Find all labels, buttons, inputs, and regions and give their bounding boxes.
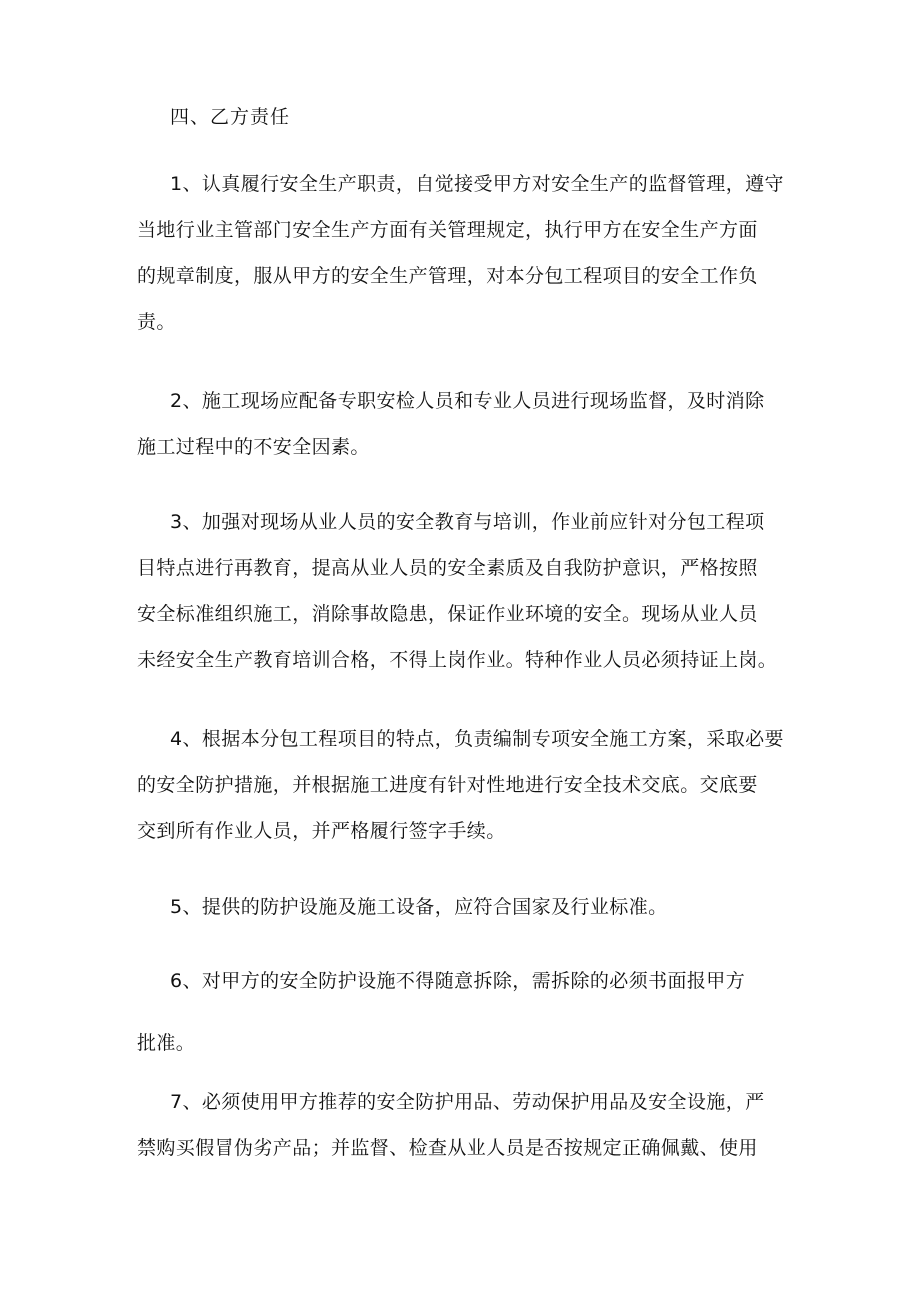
paragraph-2 — [137, 387, 817, 479]
paragraph-line: 的规章制度，服从甲方的安全生产管理，对本分包工程项目的安全工作负 — [137, 265, 758, 287]
paragraph-line: 交到所有作业人员，并严格履行签字手续。 — [137, 820, 506, 842]
paragraph-6 — [137, 967, 817, 1075]
paragraph-3 — [137, 508, 817, 692]
paragraph-line: 3、加强对现场从业人员的安全教育与培训，作业前应针对分包工程项 — [170, 511, 765, 533]
paragraph-line: 2、施工现场应配备专职安检人员和专业人员进行现场监督，及时消除 — [170, 390, 765, 412]
section-heading: 四、乙方责任 — [170, 106, 291, 128]
paragraph-line: 批准。 — [137, 1032, 196, 1054]
paragraph-line: 目特点进行再教育，提高从业人员的安全素质及自我防护意识，严格按照 — [137, 557, 758, 579]
paragraph-7 — [137, 1088, 817, 1180]
paragraph-1 — [137, 170, 817, 354]
paragraph-line: 7、必须使用甲方推荐的安全防护用品、劳动保护用品及安全设施，严 — [170, 1091, 765, 1113]
paragraph-5 — [137, 893, 817, 939]
paragraph-line: 6、对甲方的安全防护设施不得随意拆除，需拆除的必须书面报甲方 — [170, 970, 746, 992]
paragraph-line: 责。 — [137, 311, 176, 333]
paragraph-line: 未经安全生产教育培训合格，不得上岗作业。特种作业人员必须持证上岗。 — [137, 649, 778, 671]
paragraph-line: 1、认真履行安全生产职责，自觉接受甲方对安全生产的监督管理，遵守 — [170, 173, 784, 195]
paragraph-line: 安全标准组织施工，消除事故隐患，保证作业环境的安全。现场从业人员 — [137, 603, 758, 625]
paragraph-4 — [137, 725, 817, 863]
paragraph-line: 4、根据本分包工程项目的特点，负责编制专项安全施工方案，采取必要 — [170, 728, 784, 750]
paragraph-line: 的安全防护措施，并根据施工进度有针对性地进行安全技术交底。交底要 — [137, 774, 758, 796]
paragraph-line: 当地行业主管部门安全生产方面有关管理规定，执行甲方在安全生产方面 — [137, 219, 758, 241]
paragraph-line: 5、提供的防护设施及施工设备，应符合国家及行业标准。 — [170, 896, 668, 918]
paragraph-line: 施工过程中的不安全因素。 — [137, 436, 370, 458]
paragraph-line: 禁购买假冒伪劣产品；并监督、检查从业人员是否按规定正确佩戴、使用 — [137, 1137, 758, 1159]
